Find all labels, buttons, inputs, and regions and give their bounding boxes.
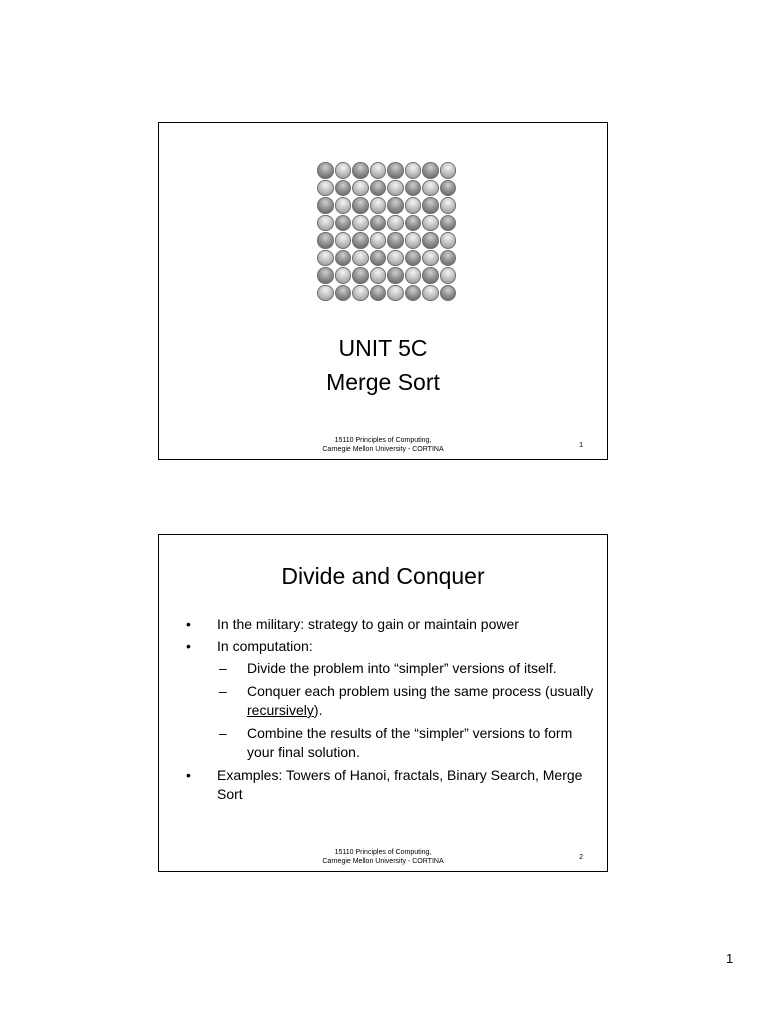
slide-1-title-line-1: UNIT 5C (338, 335, 428, 361)
ball-icon (387, 232, 404, 249)
ball-icon (352, 162, 369, 179)
ball-icon (335, 215, 352, 232)
ball-icon (335, 232, 352, 249)
slide-2-footer-line-1: 15110 Principles of Computing, (334, 849, 432, 856)
ball-icon (405, 162, 422, 179)
ball-icon (370, 250, 387, 267)
ball-icon (387, 285, 404, 302)
page-number: 1 (726, 951, 734, 966)
ball-icon (422, 267, 439, 284)
sub-bullet-item (181, 724, 601, 762)
slide-2 (158, 534, 608, 872)
ball-icon (440, 162, 457, 179)
bullet-mark: • (186, 616, 191, 632)
ball-icon (370, 180, 387, 197)
ball-icon (370, 215, 387, 232)
ball-icon (405, 267, 422, 284)
ball-icon (405, 215, 422, 232)
ball-icon (422, 162, 439, 179)
dash-mark: – (219, 683, 227, 699)
ball-icon (370, 285, 387, 302)
dash-mark: – (219, 660, 227, 676)
sub-bullet-item (181, 682, 601, 720)
ball-icon (317, 267, 334, 284)
recursively-underlined-text: recursively (247, 702, 314, 718)
ball-icon (352, 285, 369, 302)
ball-icon (335, 267, 352, 284)
sub-bullet-text-before: Conquer each problem using the same process (usually (247, 683, 594, 699)
ball-icon (370, 232, 387, 249)
sub-bullet-text: Divide the problem into “simpler” versions of itself. (247, 660, 557, 676)
ball-icon (352, 250, 369, 267)
ball-icon (405, 180, 422, 197)
ball-icon (370, 197, 387, 214)
ball-icon (422, 197, 439, 214)
ball-icon (405, 285, 422, 302)
bullet-item (181, 766, 601, 804)
dash-mark: – (219, 725, 227, 741)
ball-icon (387, 197, 404, 214)
ball-grid-image (317, 162, 458, 303)
ball-icon (422, 285, 439, 302)
ball-icon (352, 180, 369, 197)
ball-icon (352, 267, 369, 284)
ball-icon (387, 180, 404, 197)
slide-1-title-line-2: Merge Sort (326, 369, 440, 395)
ball-icon (335, 162, 352, 179)
bullet-item (181, 615, 601, 634)
ball-icon (352, 215, 369, 232)
sub-bullet-text-after: ). (313, 702, 323, 718)
slide-2-number: 2 (579, 854, 583, 861)
ball-icon (440, 267, 457, 284)
ball-icon (422, 215, 439, 232)
ball-icon (335, 250, 352, 267)
ball-icon (387, 267, 404, 284)
ball-icon (352, 232, 369, 249)
ball-icon (440, 197, 457, 214)
ball-icon (422, 180, 439, 197)
ball-icon (317, 285, 334, 302)
ball-icon (440, 232, 457, 249)
bullet-text: In computation: (217, 638, 313, 654)
slide-2-footer (159, 848, 607, 866)
ball-icon (387, 162, 404, 179)
bullet-mark: • (186, 638, 191, 654)
bullet-text: In the military: strategy to gain or maintain power (217, 616, 519, 632)
ball-icon (317, 250, 334, 267)
slide-1-footer-line-1: 15110 Principles of Computing, (334, 437, 432, 444)
ball-icon (317, 162, 334, 179)
ball-icon (335, 285, 352, 302)
ball-icon (405, 232, 422, 249)
ball-icon (352, 197, 369, 214)
ball-icon (387, 250, 404, 267)
slide-1-footer (159, 436, 607, 454)
slide-2-footer-line-2: Carnegie Mellon University - CORTINA (322, 858, 444, 865)
slide-1 (158, 122, 608, 460)
ball-icon (317, 197, 334, 214)
slide-2-title: Divide and Conquer (281, 563, 485, 589)
ball-icon (317, 180, 334, 197)
slide-2-content (181, 615, 601, 807)
ball-icon (440, 180, 457, 197)
ball-icon (370, 267, 387, 284)
ball-icon (422, 232, 439, 249)
ball-icon (387, 215, 404, 232)
bullet-mark: • (186, 767, 191, 783)
ball-icon (335, 180, 352, 197)
slide-1-footer-line-2: Carnegie Mellon University - CORTINA (322, 446, 444, 453)
ball-icon (405, 250, 422, 267)
ball-icon (440, 285, 457, 302)
ball-icon (440, 250, 457, 267)
sub-bullet-item (181, 659, 601, 678)
bullet-text: Examples: Towers of Hanoi, fractals, Binary Search, Merge Sort (217, 767, 583, 802)
ball-icon (440, 215, 457, 232)
ball-icon (317, 232, 334, 249)
ball-icon (370, 162, 387, 179)
slide-1-number: 1 (579, 442, 583, 449)
bullet-item (181, 637, 601, 656)
ball-icon (335, 197, 352, 214)
slide-1-title (159, 331, 607, 399)
sub-bullet-text: Combine the results of the “simpler” versions to form your final solution. (247, 725, 573, 760)
ball-icon (405, 197, 422, 214)
ball-icon (317, 215, 334, 232)
ball-icon (422, 250, 439, 267)
